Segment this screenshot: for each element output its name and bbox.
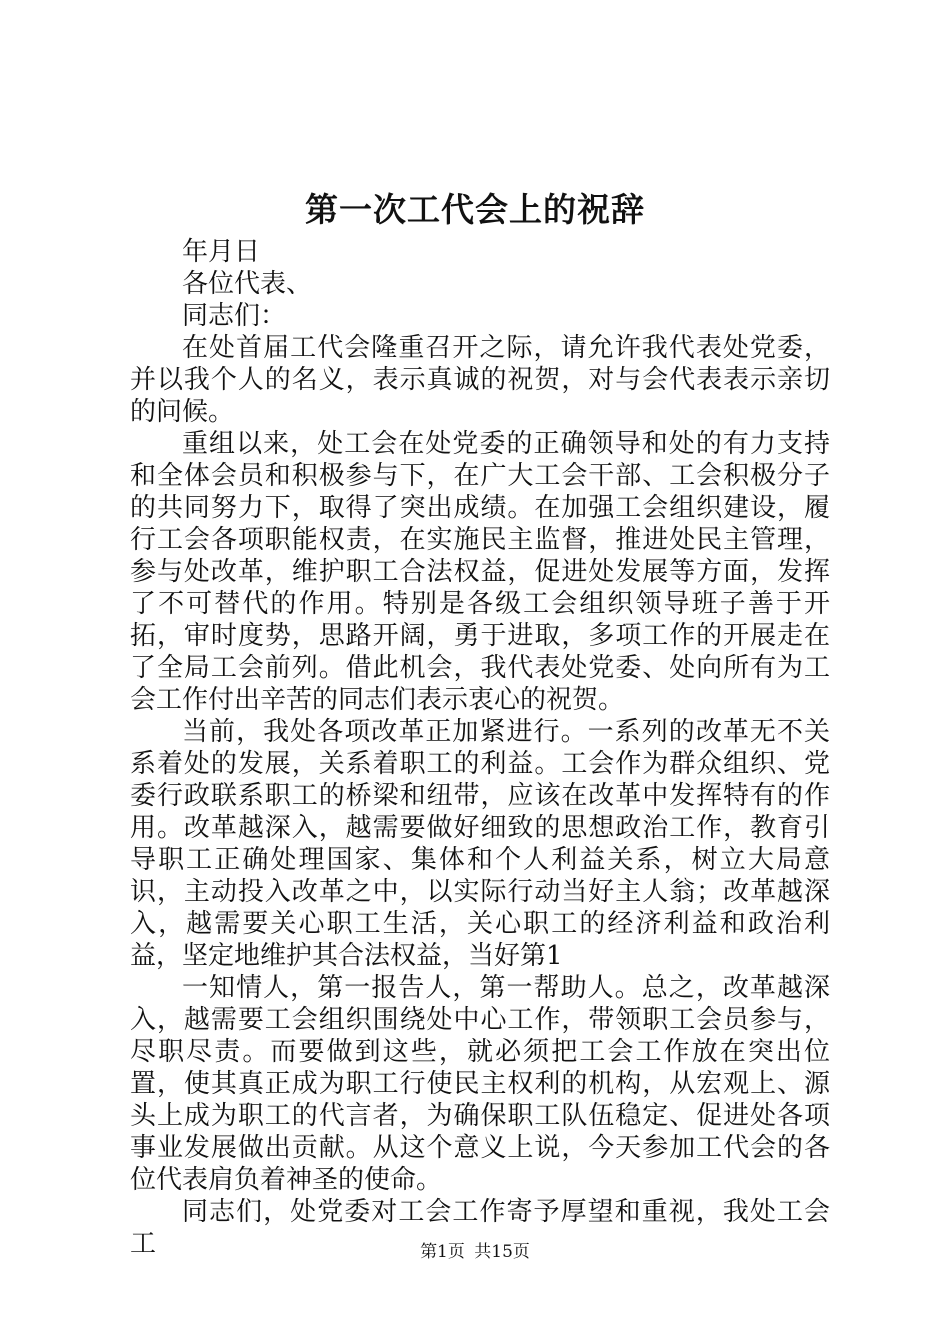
paragraph: 一知情人，第一报告人，第一帮助人。总之，改革越深入，越需要工会组织围绕处中心工作，带领职工会员参与，尽职尽责。而要做到这些，就必须把工会工作放在突出位置，使其真正成为职工行使民主权利的机构，从宏观上、源头上成为职工的代言者，为确保职工队伍稳定、促进处各项事业发展做出贡献。从这个意义上说，今天参加工代会的各位代表肩负着神圣的使命。: [130, 973, 830, 1195]
salutation-comrades: 同志们：: [182, 301, 287, 331]
paragraph: 在处首届工代会隆重召开之际，请允许我代表处党委，并以我个人的名义，表示真诚的祝贺，对与会代表表示亲切的问候。: [130, 333, 830, 427]
date-line: 年月日: [182, 237, 261, 267]
page-footer: [0, 1240, 950, 1264]
document-title: 第一次工代会上的祝辞: [305, 190, 645, 229]
paragraph: 当前，我处各项改革正加紧进行。一系列的改革无不关系着处的发展，关系着职工的利益。工会作为群众组织、党委行政联系职工的桥梁和纽带，应该在改革中发挥特有的作用。改革越深入，越需要做好细致的思想政治工作，教育引导职工正确处理国家、集体和个人利益关系，树立大局意识，主动投入改革之中，以实际行动当好主人翁；改革越深入，越需要关心职工生活，关心职工的经济利益和政治利益，坚定地维护其合法权益，当好第1: [130, 717, 830, 971]
page-number: 第1页: [420, 1242, 465, 1262]
salutation-delegates: 各位代表、: [182, 269, 313, 299]
paragraph: 同志们，处党委对工会工作寄予厚望和重视，我处工会工: [130, 1197, 830, 1259]
paragraph: 重组以来，处工会在处党委的正确领导和处的有力支持和全体会员和积极参与下，在广大工会干部、工会积极分子的共同努力下，取得了突出成绩。在加强工会组织建设，履行工会各项职能权责，在实施民主监督，推进处民主管理，参与处改革，维护职工合法权益，促进处发展等方面，发挥了不可替代的作用。特别是各级工会组织领导班子善于开拓，审时度势，思路开阔，勇于进取，多项工作的开展走在了全局工会前列。借此机会，我代表处党委、处向所有为工会工作付出辛苦的同志们表示衷心的祝贺。: [130, 429, 830, 715]
page-total: 共15页: [474, 1242, 530, 1262]
document-body: [130, 236, 830, 1260]
